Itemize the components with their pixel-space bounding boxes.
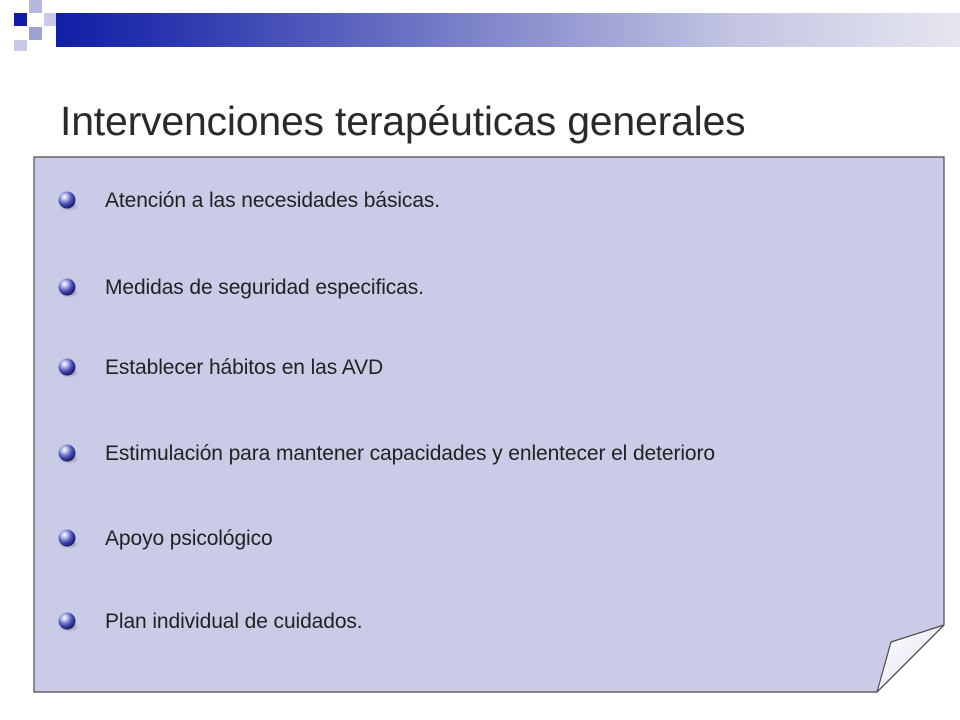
- bullet-text: Atención a las necesidades básicas.: [105, 189, 441, 212]
- blue-orb-icon: [56, 610, 80, 634]
- bullet-text: Establecer hábitos en las AVD: [105, 356, 384, 379]
- blue-orb-icon: [56, 276, 80, 300]
- list-item: [56, 187, 440, 215]
- blue-orb-icon: [56, 356, 80, 380]
- bullet-text: Plan individual de cuidados.: [105, 610, 363, 633]
- slide-title: Intervenciones terapéuticas generales: [60, 98, 746, 144]
- list-item: [56, 274, 424, 302]
- blue-orb-icon: [56, 527, 80, 551]
- blue-orb-icon: [56, 442, 80, 466]
- bullet-text: Apoyo psicológico: [105, 527, 273, 550]
- blue-orb-icon: [56, 189, 80, 213]
- list-item: [56, 354, 383, 382]
- list-item: [56, 525, 273, 553]
- bullet-text: Estimulación para mantener capacidades y enlentecer el deterioro: [105, 442, 715, 465]
- list-item: [56, 608, 363, 636]
- bullet-text: Medidas de seguridad especificas.: [105, 276, 424, 299]
- list-item: [56, 440, 715, 468]
